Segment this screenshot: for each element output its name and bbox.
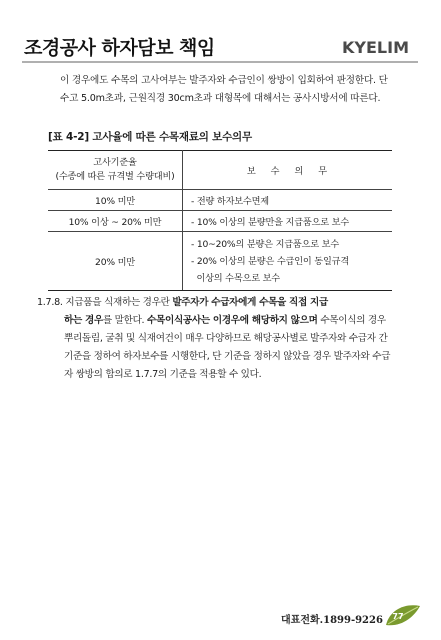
duty-line: 이상의 수목으로 보수 (191, 272, 280, 284)
table-row (48, 232, 392, 291)
duty-line: - 10~20%의 분량은 지급품으로 보수 (191, 238, 340, 250)
cell-rate: 10% 이상 ~ 20% 미만 (48, 211, 183, 232)
table-row (48, 190, 392, 211)
duty-line: - 20% 이상의 분량은 수급인이 동일규격 (191, 255, 349, 267)
header-divider (22, 61, 418, 63)
cell-rate: 10% 미만 (48, 190, 183, 211)
header-repair-duty: 보 수 의 무 (183, 151, 393, 190)
section-bold-text: 발주자가 수급자에게 수목을 직접 지급 (172, 297, 328, 308)
logo-text: KYELIM (342, 38, 409, 57)
page-header (0, 0, 441, 66)
section-body (37, 312, 396, 384)
intro-paragraph: 이 경우에도 수목의 고사여부는 발주자와 수급인이 쌍방이 입회하여 판정한다. 단 수고 5.0m초과, 근원직경 30cm초과 대형목에 대해서는 공사시방서에 따른다. (60, 75, 388, 104)
section-bold-text: 수목이식공사는 이경우에 해당하지 않으며 (147, 315, 318, 326)
section-text: 를 말한다. (102, 315, 148, 326)
table-caption: [표 4-2] 고사율에 따른 수목재료의 보수의무 (48, 131, 252, 143)
cell-duty: - 10% 이상의 분량만을 지급품으로 보수 (183, 211, 393, 232)
section-number: 1.7.8. (37, 297, 63, 308)
cell-duty: - 전량 하자보수면제 (183, 190, 393, 211)
footer-phone: 대표전화.1899-9226 (281, 615, 383, 626)
section-bold-text: 하는 경우 (64, 315, 103, 326)
table-header-row (48, 151, 392, 190)
cell-rate: 20% 미만 (48, 232, 183, 291)
page-title: 조경공사 하자담보 책임 (24, 37, 215, 59)
section-text: 지급품을 식재하는 경우란 (65, 297, 173, 308)
repair-duty-table (48, 150, 392, 291)
table-row (48, 211, 392, 232)
page-number: 77 (392, 612, 404, 621)
header-death-rate (48, 151, 183, 190)
kyelim-logo (342, 38, 409, 57)
cell-duty (183, 232, 393, 291)
section-1-7-8 (37, 294, 396, 384)
header-death-rate-line2: (수종에 따른 규격별 수량대비) (55, 171, 175, 182)
section-text: 수목이식의 경우 뿌리돌림, 굴취 및 식재여건이 매우 다양하므로 해당공사별로 발주자와 수급자 간 기준을 정하여 하자보수를 시행한다, 단 기준을 정하지 않았을 경우 발주자와 수급자 쌍방의 합의로 1.7.7의 기준을 적용할 수 있다. (64, 315, 391, 380)
header-death-rate-line1: 고사기준율 (93, 157, 137, 168)
